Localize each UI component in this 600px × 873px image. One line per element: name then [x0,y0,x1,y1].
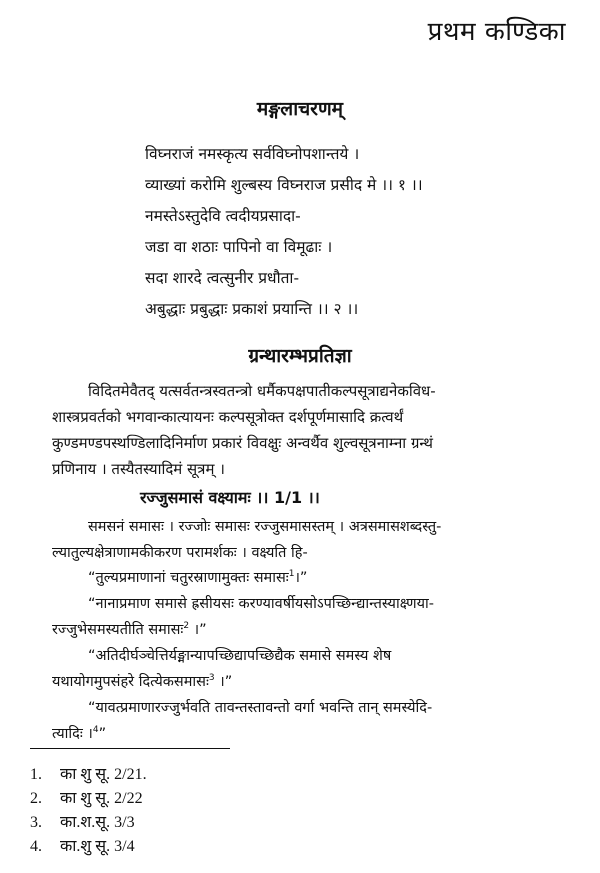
footnote [30,762,147,784]
footnote-number: 4. [30,838,42,855]
verse-line: नमस्तेऽस्तुदेवि त्वदीयप्रसादा- [145,207,301,225]
quotation-1 [88,567,307,587]
verse-line: व्याख्यां करोमि शुल्बस्य विघ्नराज प्रसीद मे ।। १ ।। [145,176,423,194]
quotation-text: त्यादिः । [52,726,93,742]
footnote [30,786,143,808]
verse-line: अबुद्धाः प्रबुद्धाः प्रकाशं प्रयान्ति ।। २ ।। [145,300,359,318]
quotation-text: “तुल्यप्रमाणानां चतुरस्राणामुक्तः समासः [88,570,289,586]
footnote-marker: 1 [288,569,295,580]
footnote-marker: 4 [92,725,99,736]
paragraph-line: प्रणिनाय । तस्यैतस्यादिमं सूत्रम् । [52,460,225,478]
footnote-divider [30,748,230,749]
footnote-reference: का.शु सू. 3/4 [60,838,135,855]
commentary-line: समसनं समासः । रज्जोः समासः रज्जुसमासस्तम् । अत्रसमासशब्दस्तु- [88,519,442,535]
quotation-4 [52,723,106,743]
quotation-text: यथायोगमुपसंहरे दित्येकसमासः [52,674,209,690]
commentary-line: ल्यातुल्यक्षेत्राणामकीकरण परामर्शकः । वक्ष्यति हि- [52,545,308,561]
verse-line: विघ्नराजं नमस्कृत्य सर्वविघ्नोपशान्तये । [145,145,360,163]
footnote-reference: का शु सू. 2/22 [60,790,143,807]
pratijna-heading: ग्रन्थारम्भप्रतिज्ञा [248,345,352,367]
verse-line: सदा शारदे त्वत्सुनीर प्रधौता- [145,269,300,287]
quotation-line: “अतिदीर्घञ्चेत्तिर्यङ्मान्यापच्छिद्यापच्छिद्यैक समासे समस्य शेष [88,648,392,664]
chapter-title: प्रथम कण्डिका [427,17,566,47]
footnote-number: 3. [30,814,42,831]
footnote [30,834,135,856]
footnote [30,810,135,832]
quotation-2 [52,619,207,639]
verse-line: जडा वा शठाः पापिनो वा विमूढाः । [145,238,333,256]
quotation-end: ” [98,726,107,742]
paragraph-line: विदितमेवैतद् यत्सर्वतन्त्रस्वतन्त्रो धर्मैकपक्षपातीकल्पसूत्राद्यनेकविध- [88,382,436,400]
sutra-line: रज्जुसमासं वक्ष्यामः ।। 1/1 ।। [140,488,320,507]
footnote-reference: का.श.सू. 3/3 [60,814,135,831]
footnote-number: 1. [30,766,42,783]
footnote-marker: 3 [208,673,215,684]
quotation-end: ।” [294,570,308,586]
quotation-3 [52,671,232,691]
quotation-line: “यावत्प्रमाणारज्जुर्भवति तावन्तस्तावन्तो वर्गा भवन्ति तान् समस्येदि- [88,700,433,716]
footnote-reference: का शु सू. 2/21. [60,766,147,783]
paragraph-line: शास्त्रप्रवर्तको भगवान्कात्यायनः कल्पसूत्रोक्त दर्शपूर्णमासादि क्रत्वर्थं [52,408,404,426]
quotation-line: “नानाप्रमाण समासे ह्रसीयसः करण्यावर्षीयसोऽपच्छिन्द्यान्तस्याक्ष्णया- [88,596,435,612]
quotation-text: रज्जुभेसमस्यतीति समासः [52,622,184,638]
mangalacharan-heading: मङ्गलाचरणम् [256,98,344,120]
footnote-number: 2. [30,790,42,807]
quotation-end: ।” [193,622,207,638]
quotation-end: ।” [219,674,233,690]
paragraph-line: कुण्डमण्डपस्थण्डिलादिनिर्माण प्रकारं विवक्षुः अन्वर्थैव शुल्वसूत्रनाम्ना ग्रन्थं [52,434,434,452]
footnote-marker: 2 [183,621,190,632]
